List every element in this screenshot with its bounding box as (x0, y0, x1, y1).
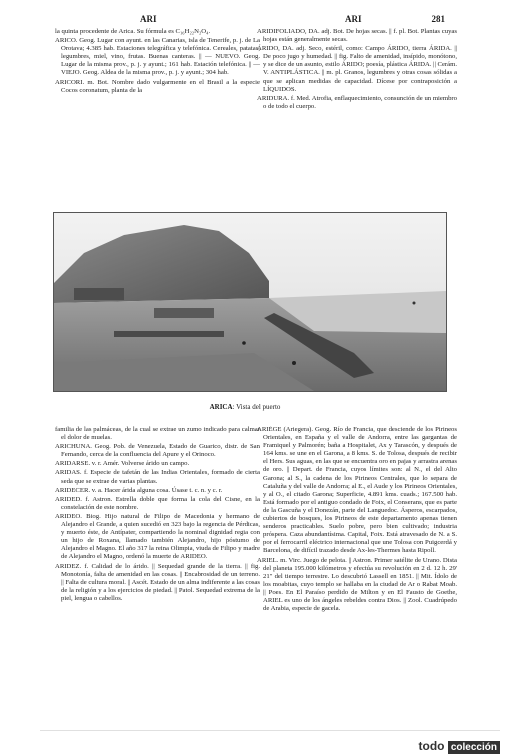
entry-paragraph: ARIDED. f. Astron. Estrella doble que forma la cola del Cisne, en la constelación de este nombre. (55, 495, 260, 511)
column-top-left (55, 28, 260, 208)
entry-paragraph: la quinta procedente de Arica. Su fórmula es C₁₆H₂₂N₂O₄. (55, 28, 211, 35)
entry-paragraph: ARIDEZ. f. Calidad de lo árido. || Sequedad grande de la tierra. || fig. Monotonía, falta de amenidad en las cosas. || Encabrosidad de un terreno. || Falta de cultura moral. || Ascét. Estado de un alma indiferente a las cosas de la religión y a los ejercicios de piedad. || Patol. Sequedad extrema de la piel, lengua o cabellos. (55, 562, 260, 602)
entry-paragraph: ARIDARSE. v. r. Amér. Volverse árido un campo. (55, 460, 190, 468)
column-top-right (257, 28, 457, 208)
column-bottom-left (55, 426, 260, 726)
entry-paragraph: ARIDEO. Biog. Hijo natural de Filipo de Macedonia y hermano de Alejandro el Grande, a quien sucedió en 323 bajo la regencia de Pérdicas, y muerto éste, de Antípater, compartiendo la nominal dignidad regia con un hijo de Roxana, llamado también Alejandro, hijo póstumo de Alejandro el Magno. El año 317 la reina Olimpia, viuda de Filipo y madre de Alejandro el Magno, ordenó la muerte de ARIDEO. (55, 512, 260, 561)
entry-paragraph: ARICHUNA. Geog. Pob. de Venezuela, Estado de Guarico, distr. de San Fernando, cerca de la confluencia del Apure y el Orinoco. (55, 443, 260, 459)
watermark-logo: todo colección (419, 739, 500, 753)
photo-caption: ARICA: Vista del puerto (209, 403, 281, 411)
column-bottom-right (257, 426, 457, 726)
entry-paragraph: ARIDIFOLIADO, DA. adj. Bot. De hojas secas. || f. pl. Bot. Plantas cuyas hojas están generalmente secas. (257, 28, 457, 44)
harbor-photograph (53, 212, 447, 392)
entry-paragraph: ARIEL. m. Virc. Juego de pelota. || Astron. Primer satélite de Urano. Dista del planeta 195.000 kilómetros y efectúa su revolución en 2 d. 12 h. 29' 21" del tiempo terrestre. Lo descubrió Lassell en 1851. || Mit. Ídolo de los moabitas, cuyo templo se hallaba en la ciudad de Ar o Rabat Moab. || Poes. En El Paraíso perdido de Milton y en El Fausto de Goethe, ARIEL es uno de los ángeles rebeldes contra Dios. || Zool. Cuadrúpedo de Arabia, especie de gacela. (257, 556, 457, 613)
entry-paragraph: ÁRIDO, DA. adj. Seco, estéril, como: Campo ÁRIDO, tierra ÁRIDA. || De poco jugo y humedad. || fig. Falto de amenidad, insípido, monótono, y se dice de un asunto, estilo ÁRIDO; poesía, plástica ÁRIDA. || Cerám. V. ANTIPLÁSTICA. || m. pl. Granos, legumbres y otras cosas sólidas a que se aplican medidas de capacidad. Dícese por contraposición a LÍQUIDOS. (257, 45, 457, 93)
footer-bar (40, 730, 500, 753)
entry-paragraph: ARIDURA. f. Med. Atrofia, enflaquecimiento, consunción de un miembro o de todo el cuerpo. (257, 94, 457, 110)
encyclopedia-page (45, 14, 497, 753)
entry-paragraph: ARICORI. m. Bot. Nombre dado vulgarmente en el Brasil a la especie Cocos coronatum, planta de la (55, 78, 260, 94)
header-left: ARI (140, 14, 157, 24)
entry-paragraph: ARIDAS. f. Especie de tafetán de las Indias Orientales, formado de cierta seda que se extrae de varias plantas. (55, 469, 260, 485)
running-header (45, 14, 445, 26)
header-center: ARI (345, 14, 362, 24)
page-number: 281 (431, 14, 445, 24)
entry-paragraph: ARICO. Geog. Lugar con ayunt. en las Canarias, isla de Tenerife, p. j. de La Orotava; 4.385 hab. Estaciones telegráfica y telefónica. Cereales, patatas, legumbres, miel, vino, frutas. Buenas canteras. || — NUEVO. Geog. Lugar de la misma prov., p. j. y ayunt.; 161 hab. Estación telefónica. || — VIEJO. Geog. Aldea de la misma prov., p. j. y ayunt.; 304 hab. (55, 37, 260, 77)
harbor-photo-illustration (54, 213, 446, 391)
entry-paragraph: ARIÈGE (Ariegera). Geog. Río de Francia, que desciende de los Pirineos Orientales, en España y el valle de Andorra, entre las gargantas de Framiquel y Palmorén; baña a Hospitalet, Ax y Tarascón, y después de 164 kms. se une en el Garona, a 8 kms. S. de Tolosa, después de recibir el Hers. Sus aguas, en las que se encuentra oro en pajas y arrastra arenas de oro. || Depart. de Francia, cuyos límites son: al N., el del Alto Garona; al S., la cadena de los Pirineos Centrales, que lo separa de Cataluña y del valle de Andorra; al E., el Aude y los Pirineos Orientales, y al O., el citado Garona; Superficie, 4.891 kms. cuads.; 167.500 hab. Está formado por el antiguo condado de Foix, el Conserans, que es parte de la Gascuña y el Donezán, parte del Languedoc. Ásperos, escarpados, cubiertos de bosques, los Pirineos de este departamento apenas tienen senderos practicables. Suelo pobre, pero bien cultivado; industria próspera. Caza abundantísima. Capital, Foix. Está atravesado de N. a S. por el ferrocarril eléctrico internacional que une Tolosa con Puigcerdá y Barcelona, de difícil trazado desde Ax-les-Thermes hasta Ripoll. (257, 426, 457, 555)
entry-paragraph: ARIDECER. v. a. Hacer árida alguna cosa. Úsase t. c. n. y c. r. (55, 486, 223, 494)
entry-paragraph: familia de las palmáceas, de la cual se extrae un zumo indicado para calmar el dolor de muelas. (55, 426, 260, 442)
